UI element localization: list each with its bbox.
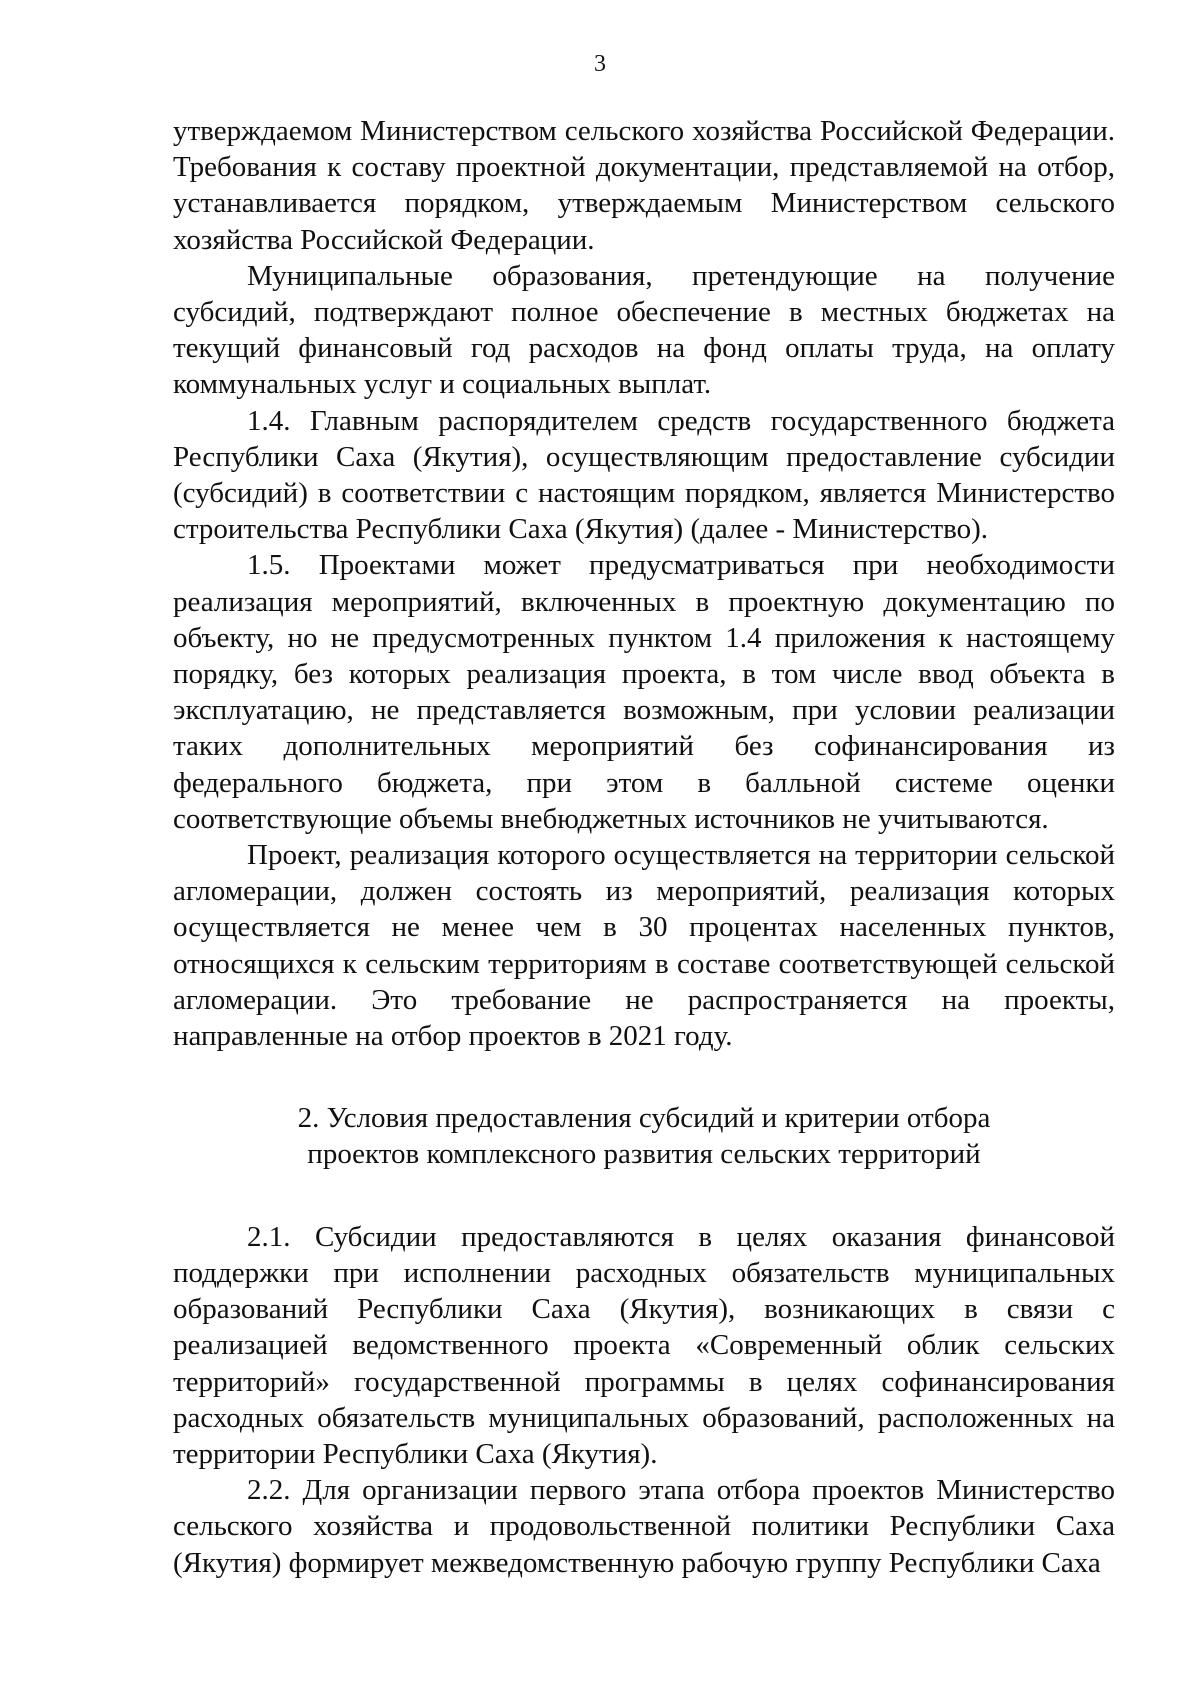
paragraph-1-5: 1.5. Проектами может предусматриваться при необходимости реализация мероприятий, включенных в проектную документацию по объекту, но не предусмотренных пунктом 1.4 приложения к настоящему порядку, без которых реализация проекта, в том числе ввод объекта в эксплуатацию, не представляется возможным, при условии реализации таких дополнительных мероприятий без софинансирования из федерального бюджета, при этом в балльной системе оценки соответствующие объемы внебюджетных источников не учитываются. [173, 549, 1115, 835]
page-number: 3 [594, 51, 606, 77]
document-body [173, 113, 1115, 1581]
paragraph-agglomeration: Проект, реализация которого осуществляется на территории сельской агломерации, должен состоять из мероприятий, реализация которых осуществляется не менее чем в 30 процентах населенных пунктов, относящихся к сельским территориям в составе соответствующей сельской агломерации. Это требование не распространяется на проекты, направленные на отбор проектов в 2021 году. [173, 839, 1115, 1053]
paragraph-continuation: утверждаемом Министерством сельского хозяйства Российской Федерации. Требования к составу проектной документации, представляемой на отбор, устанавливается порядком, утверждаемым Министерством сельского хозяйства Российской Федерации. [173, 115, 1115, 256]
paragraph-1-4: 1.4. Главным распорядителем средств государственного бюджета Республики Саха (Якутия), осуществляющим предоставление субсидии (субсидий) в соответствии с настоящим порядком, является Министерство строительства Республики Саха (Якутия) (далее - Министерство). [173, 404, 1115, 546]
paragraph-municipal-budgets: Муниципальные образования, претендующие на получение субсидий, подтверждают полное обеспечение в местных бюджетах на текущий финансовый год расходов на фонд оплаты труда, на оплату коммунальных услуг и социальных выплат. [173, 259, 1115, 401]
paragraph-2-1: 2.1. Субсидии предоставляются в целях оказания финансовой поддержки при исполнении расходных обязательств муниципальных образований Республики Саха (Якутия), возникающих в связи с реализацией ведомственного проекта «Современный облик сельских территорий» государственной программы в целях софинансирования расходных обязательств муниципальных образований, расположенных на территории Республики Саха (Якутия). [173, 1220, 1115, 1470]
section-heading-line-1: 2. Условия предоставления субсидий и критерии отбора [297, 1102, 991, 1135]
section-heading-line-2: проектов комплексного развития сельских территорий [307, 1138, 981, 1171]
paragraph-2-2: 2.2. Для организации первого этапа отбора проектов Министерство сельского хозяйства и продовольственной политики Республики Саха (Якутия) формирует межведомственную рабочую группу Республики Саха [173, 1474, 1115, 1579]
section-heading [173, 1100, 1115, 1172]
